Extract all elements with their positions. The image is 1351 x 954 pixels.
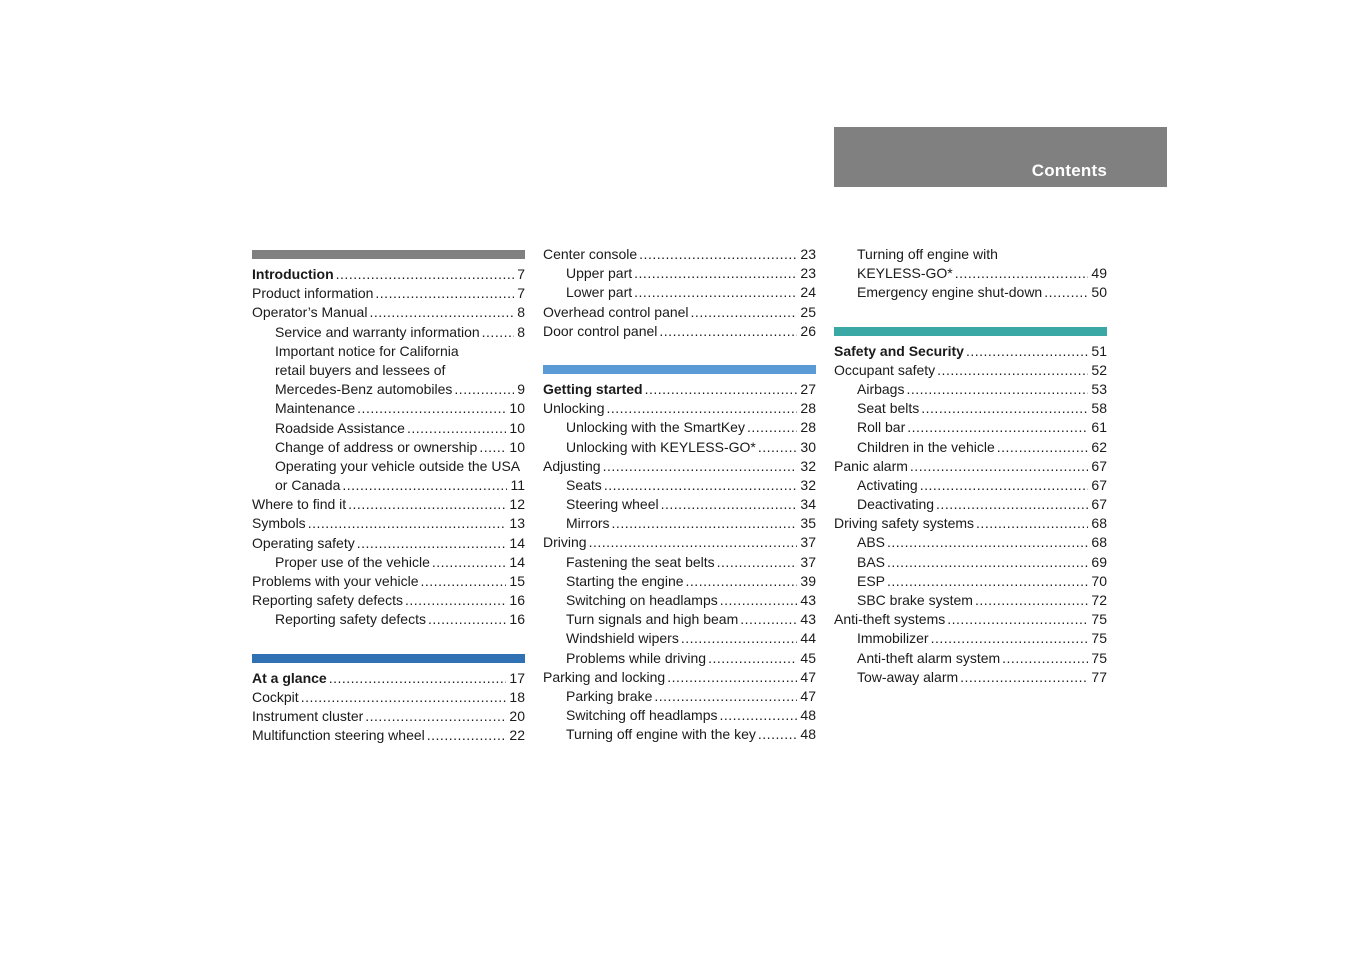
dot-leader [427, 726, 507, 745]
toc-entry-title: Steering wheel [566, 496, 659, 513]
toc-page-number: 67 [1091, 457, 1107, 474]
dot-leader [645, 380, 798, 399]
dot-leader [432, 553, 507, 572]
toc-entry-title: ESP [857, 572, 886, 589]
toc-entry[interactable] [252, 476, 525, 495]
toc-page-number: 67 [1091, 476, 1107, 493]
toc-entry-title: Cockpit [252, 688, 299, 705]
toc-page-number: 44 [800, 630, 816, 647]
toc-entry[interactable] [834, 591, 1107, 610]
toc-page-number: 49 [1091, 265, 1107, 282]
toc-page-number: 14 [509, 553, 525, 570]
dot-leader [308, 514, 507, 533]
toc-entry[interactable] [252, 591, 525, 610]
toc-entry-title: Occupant safety [834, 361, 936, 378]
dot-leader [936, 495, 1088, 514]
toc-entry-title: Change of address or ownership [275, 438, 478, 455]
section-spacer [252, 630, 525, 654]
dot-leader [681, 629, 798, 648]
toc-page-number: 48 [800, 707, 816, 724]
toc-page-number: 25 [800, 303, 816, 320]
toc-entry-title: Center console [543, 246, 638, 262]
dot-leader [887, 533, 1088, 552]
dot-leader [910, 457, 1089, 476]
dot-leader [603, 457, 798, 476]
toc-entry[interactable] [543, 264, 816, 283]
toc-entry-title: Proper use of the vehicle [275, 553, 430, 570]
toc-entry[interactable] [834, 457, 1107, 476]
toc-page-number: 72 [1091, 592, 1107, 608]
toc-entry-title: Where to find it [252, 496, 347, 513]
toc-entry-title: Panic alarm [834, 457, 908, 474]
toc-page-number: 70 [1091, 572, 1107, 589]
toc-entry[interactable] [543, 706, 816, 725]
toc-section-heading[interactable] [543, 380, 816, 399]
toc-entry[interactable] [543, 649, 816, 668]
toc-entry-title: KEYLESS-GO* [857, 265, 953, 282]
toc-page-number: 39 [800, 572, 816, 589]
toc-page-number: 26 [800, 322, 816, 339]
section-color-bar [834, 327, 1107, 336]
toc-page-number: 35 [800, 515, 816, 532]
toc-entry-title: Multifunction steering wheel [252, 727, 425, 744]
toc-page-number: 68 [1091, 515, 1107, 532]
dot-leader [659, 322, 797, 341]
dot-leader [454, 380, 514, 399]
toc-entry-line: Operating your vehicle outside the USA [275, 457, 521, 474]
toc-page-number: 22 [509, 727, 525, 744]
toc-entry-title: Safety and Security [834, 342, 964, 359]
toc-entry[interactable] [252, 534, 525, 553]
toc-page-number: 10 [509, 438, 525, 455]
toc-page-number: 69 [1091, 553, 1107, 570]
toc-page-number: 45 [800, 649, 816, 666]
toc-entry[interactable] [543, 283, 816, 302]
dot-leader [357, 534, 507, 553]
dot-leader [758, 438, 798, 457]
dot-leader [720, 591, 798, 610]
toc-entry-title: Getting started [543, 380, 643, 397]
toc-page-number: 47 [800, 668, 816, 685]
dot-leader [606, 399, 797, 418]
toc-entry[interactable] [543, 572, 816, 591]
contents-header [834, 127, 1167, 187]
dot-leader [654, 687, 797, 706]
toc-page-number: 28 [800, 400, 816, 417]
toc-entry[interactable] [252, 495, 525, 514]
toc-entry[interactable] [543, 322, 816, 341]
toc-entry-title: BAS [857, 553, 886, 570]
toc-page-number: 43 [800, 611, 816, 628]
toc-page-number: 58 [1091, 400, 1107, 417]
toc-entry[interactable] [834, 514, 1107, 533]
toc-entry[interactable] [543, 418, 816, 437]
dot-leader [639, 245, 797, 264]
dot-leader [887, 553, 1088, 572]
toc-page-number: 17 [509, 669, 525, 686]
page-title: Contents [1031, 161, 1107, 180]
section-spacer [834, 303, 1107, 327]
toc-page-number: 23 [800, 265, 816, 282]
dot-leader [329, 669, 507, 688]
toc-page-number: 53 [1091, 380, 1107, 397]
section-color-bar [543, 365, 816, 374]
toc-page-number: 27 [800, 380, 816, 397]
toc-entry-title: Instrument cluster [252, 707, 364, 724]
dot-leader [1002, 649, 1088, 668]
dot-leader [907, 418, 1088, 437]
toc-entry[interactable] [543, 610, 816, 629]
toc-entry[interactable] [543, 495, 816, 514]
toc-entry[interactable] [543, 629, 816, 648]
dot-leader [975, 591, 1088, 610]
toc-entry-title: Unlocking [543, 400, 605, 417]
toc-entry[interactable] [834, 610, 1107, 629]
dot-leader [947, 610, 1088, 629]
toc-entry[interactable] [252, 419, 525, 438]
dot-leader [708, 649, 797, 668]
toc-page-number: 75 [1091, 611, 1107, 628]
dot-leader [357, 399, 506, 418]
toc-section-heading[interactable] [252, 265, 525, 284]
toc-entry-line: retail buyers and lessees of [275, 361, 446, 378]
toc-entry-title: Seats [566, 476, 602, 493]
toc-page-number: 23 [800, 246, 816, 262]
toc-entry[interactable] [543, 438, 816, 457]
toc-page-number: 61 [1091, 419, 1107, 436]
dot-leader [906, 380, 1088, 399]
toc-page-number: 68 [1091, 534, 1107, 551]
dot-leader [740, 610, 797, 629]
toc-entry[interactable] [834, 533, 1107, 552]
dot-leader [479, 438, 506, 457]
dot-leader [887, 572, 1088, 591]
dot-leader [421, 572, 507, 591]
toc-entry-title: Airbags [857, 380, 905, 397]
toc-page-number: 37 [800, 534, 816, 551]
dot-leader [747, 418, 797, 437]
section-color-bar [252, 654, 525, 663]
toc-entry-title: Roadside Assistance [275, 419, 405, 436]
toc-entry-title: Starting the engine [566, 572, 684, 589]
toc-column-3 [834, 245, 1107, 687]
dot-leader [375, 284, 514, 303]
dot-leader [365, 707, 506, 726]
dot-leader [634, 283, 797, 302]
toc-page-number: 12 [509, 496, 525, 513]
toc-entry[interactable] [834, 495, 1107, 514]
dot-leader [921, 399, 1088, 418]
toc-page-number: 34 [800, 496, 816, 513]
toc-entry[interactable] [834, 553, 1107, 572]
toc-entry-title: Mirrors [566, 515, 610, 532]
toc-entry-title: Lower part [566, 284, 633, 301]
toc-section-heading[interactable] [834, 342, 1107, 361]
toc-column-1 [252, 250, 525, 745]
toc-entry-title: Door control panel [543, 322, 658, 339]
toc-entry[interactable] [543, 457, 816, 476]
toc-entry-title: Operator’s Manual [252, 304, 368, 321]
toc-page-number: 62 [1091, 438, 1107, 455]
toc-entry-title: Seat belts [857, 400, 920, 417]
dot-leader [661, 495, 798, 514]
dot-leader [691, 303, 798, 322]
toc-page-number: 75 [1091, 630, 1107, 647]
toc-entry-title: Deactivating [857, 496, 935, 513]
toc-page-number: 7 [517, 285, 525, 302]
toc-entry[interactable] [543, 399, 816, 418]
toc-page-number: 8 [517, 304, 525, 321]
toc-entry[interactable] [834, 629, 1107, 648]
toc-entry[interactable] [543, 553, 816, 572]
dot-leader [920, 476, 1089, 495]
dot-leader [482, 323, 515, 342]
dot-leader [342, 476, 507, 495]
toc-entry-title: Anti-theft alarm system [857, 649, 1001, 666]
toc-entry-title: Unlocking with KEYLESS-GO* [566, 438, 756, 455]
toc-entry-title: Overhead control panel [543, 303, 689, 320]
toc-page-number: 48 [800, 726, 816, 743]
dot-leader [966, 342, 1088, 361]
dot-leader [589, 533, 798, 552]
dot-leader [634, 264, 797, 283]
toc-page-number: 47 [800, 687, 816, 704]
dot-leader [686, 572, 798, 591]
dot-leader [336, 265, 515, 284]
toc-page-number: 50 [1091, 284, 1107, 301]
toc-entry[interactable] [543, 476, 816, 495]
toc-entry-title: Immobilizer [857, 630, 929, 647]
toc-entry-title: At a glance [252, 669, 327, 686]
dot-leader [937, 361, 1088, 380]
dot-leader [369, 303, 514, 322]
toc-column-2 [543, 245, 816, 745]
toc-entry-title: Unlocking with the SmartKey [566, 419, 745, 436]
toc-entry-title: Windshield wipers [566, 630, 679, 647]
toc-entry-title: Turn signals and high beam [566, 611, 739, 628]
dot-leader [720, 706, 798, 725]
toc-entry[interactable] [834, 649, 1107, 668]
toc-entry-title: Reporting safety defects [275, 611, 426, 628]
toc-page-number: 43 [800, 592, 816, 608]
toc-entry[interactable] [834, 380, 1107, 399]
toc-entry-line: Important notice for California [275, 342, 459, 359]
toc-entry-title: or Canada [275, 477, 341, 494]
toc-entry[interactable] [834, 438, 1107, 457]
dot-leader [717, 553, 798, 572]
toc-page-number: 10 [509, 419, 525, 436]
toc-page-number: 77 [1091, 668, 1107, 685]
toc-entry-title: Introduction [252, 266, 334, 282]
dot-leader [667, 668, 797, 687]
toc-page-number: 8 [517, 323, 525, 340]
toc-entry-title: SBC brake system [857, 592, 973, 608]
toc-entry-title: Reporting safety defects [252, 592, 403, 609]
toc-entry[interactable] [543, 687, 816, 706]
section-color-bar [252, 250, 525, 259]
toc-page-number: 14 [509, 534, 525, 551]
toc-page-number: 37 [800, 553, 816, 570]
toc-page-number: 28 [800, 419, 816, 436]
dot-leader [348, 495, 506, 514]
toc-entry-line: Turning off engine with [857, 246, 998, 262]
toc-entry[interactable] [252, 399, 525, 418]
toc-page-number: 16 [509, 592, 525, 609]
toc-page-number: 18 [509, 688, 525, 705]
toc-entry-title: Fastening the seat belts [566, 553, 715, 570]
toc-entry-title: Maintenance [275, 400, 356, 417]
toc-entry-title: Emergency engine shut-down [857, 284, 1043, 301]
toc-entry-title: Activating [857, 476, 918, 493]
toc-entry[interactable] [252, 688, 525, 707]
dot-leader [428, 610, 506, 629]
dot-leader [405, 591, 506, 610]
toc-entry[interactable] [252, 726, 525, 745]
toc-entry[interactable] [252, 303, 525, 322]
toc-entry[interactable] [543, 514, 816, 533]
toc-entry-title: Parking and locking [543, 668, 666, 685]
dot-leader [604, 476, 798, 495]
toc-entry-title: Upper part [566, 265, 633, 282]
toc-entry[interactable] [543, 303, 816, 322]
toc-page-number: 67 [1091, 496, 1107, 513]
toc-entry[interactable] [252, 438, 525, 457]
toc-page-number: 75 [1091, 649, 1107, 666]
toc-entry-title: Children in the vehicle [857, 438, 995, 455]
toc-entry-title: Driving [543, 534, 587, 551]
toc-entry[interactable] [834, 361, 1107, 380]
toc-page-number: 15 [509, 573, 525, 589]
toc-entry[interactable] [834, 418, 1107, 437]
toc-entry-title: Product information [252, 285, 374, 302]
toc-page-number: 32 [800, 476, 816, 493]
toc-entry[interactable] [252, 572, 525, 591]
toc-entry[interactable] [252, 514, 525, 533]
toc-entry[interactable] [252, 284, 525, 303]
toc-entry[interactable] [834, 283, 1107, 302]
toc-entry[interactable] [543, 591, 816, 610]
toc-entry[interactable] [543, 668, 816, 687]
dot-leader [976, 514, 1088, 533]
dot-leader [955, 264, 1089, 283]
dot-leader [960, 668, 1088, 687]
toc-entry-title: Turning off engine with the key [566, 726, 756, 743]
dot-leader [931, 629, 1089, 648]
toc-page-number: 13 [509, 515, 525, 532]
toc-entry[interactable] [834, 668, 1107, 687]
section-spacer [543, 341, 816, 365]
toc-entry[interactable] [834, 399, 1107, 418]
toc-page-number: 20 [509, 707, 525, 724]
toc-entry-title: Problems while driving [566, 649, 707, 666]
toc-entry[interactable] [543, 725, 816, 744]
toc-entry[interactable] [543, 533, 816, 552]
toc-entry[interactable] [252, 553, 525, 572]
dot-leader [997, 438, 1089, 457]
toc-entry[interactable] [834, 264, 1107, 283]
dot-leader [1044, 283, 1088, 302]
toc-entry[interactable] [834, 476, 1107, 495]
toc-entry-title: Adjusting [543, 457, 601, 474]
toc-entry-title: Service and warranty information [275, 323, 480, 340]
toc-page-number: 32 [800, 457, 816, 474]
toc-entry[interactable] [252, 380, 525, 399]
toc-page-number: 9 [517, 381, 525, 398]
toc-entry-title: Driving safety systems [834, 515, 975, 532]
toc-entry-title: Anti-theft systems [834, 611, 946, 628]
toc-entry[interactable] [543, 245, 816, 264]
dot-leader [407, 419, 506, 438]
toc-entry[interactable] [834, 572, 1107, 591]
toc-entry-title: Roll bar [857, 419, 906, 436]
dot-leader [301, 688, 507, 707]
dot-leader [758, 725, 798, 744]
toc-entry-title: ABS [857, 534, 886, 551]
toc-page-number: 52 [1091, 361, 1107, 378]
toc-entry-title: Symbols [252, 515, 306, 532]
toc-entry-title: Switching off headlamps [566, 707, 718, 724]
dot-leader [612, 514, 798, 533]
toc-page-number: 24 [800, 284, 816, 301]
toc-page-number: 30 [800, 438, 816, 455]
toc-entry[interactable] [252, 610, 525, 629]
toc-page-number: 51 [1091, 342, 1107, 359]
toc-page-number: 7 [517, 266, 525, 282]
toc-entry[interactable] [252, 323, 525, 342]
toc-entry-title: Problems with your vehicle [252, 573, 419, 589]
toc-entry-title: Tow-away alarm [857, 668, 959, 685]
toc-page-number: 10 [509, 400, 525, 417]
toc-entry-title: Mercedes-Benz automobiles [275, 381, 453, 398]
toc-page-number: 11 [510, 477, 525, 494]
toc-entry-title: Switching on headlamps [566, 592, 718, 608]
toc-section-heading[interactable] [252, 669, 525, 688]
toc-entry-title: Parking brake [566, 687, 653, 704]
toc-entry-title: Operating safety [252, 534, 355, 551]
toc-entry[interactable] [252, 707, 525, 726]
toc-page-number: 16 [509, 611, 525, 628]
